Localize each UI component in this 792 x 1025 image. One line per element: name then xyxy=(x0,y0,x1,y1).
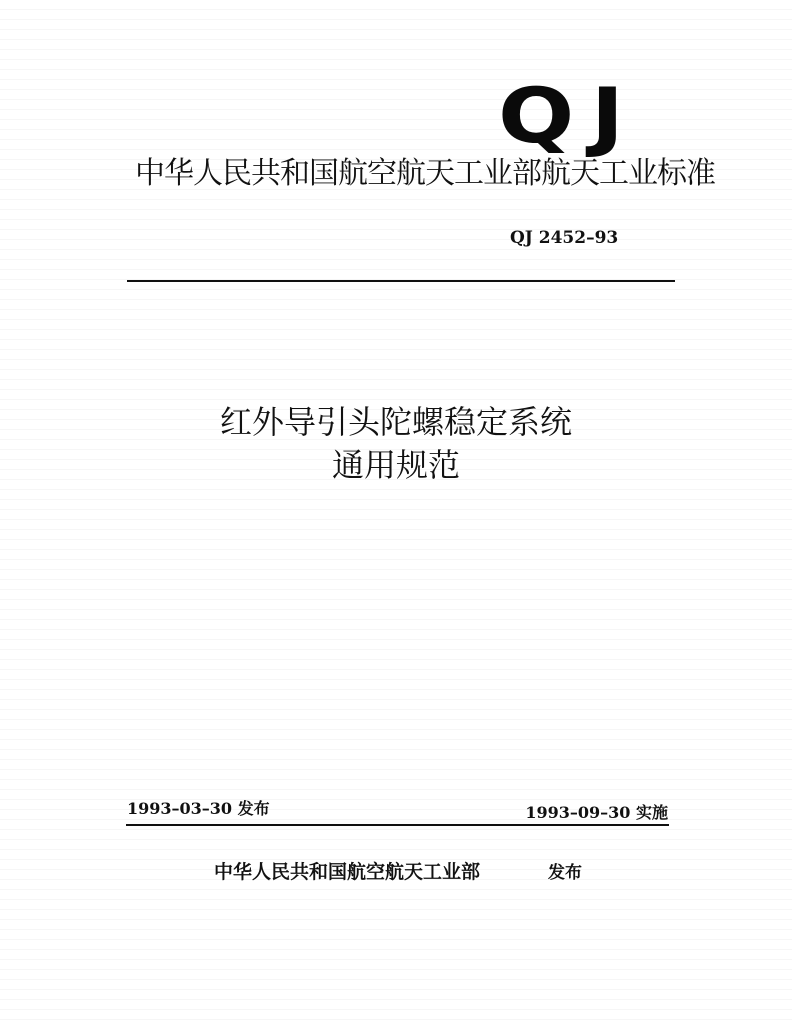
issuer-action: 发布 xyxy=(548,863,582,883)
document-title-line1: 红外导引头陀螺稳定系统 xyxy=(219,403,572,441)
implement-date: 1993–09–30 实施 xyxy=(525,803,668,822)
issuer-name: 中华人民共和国航空航天工业部 xyxy=(214,861,481,883)
top-divider xyxy=(127,280,675,282)
bottom-divider xyxy=(126,824,669,826)
qj-logo: QJ xyxy=(498,71,641,160)
standard-title: 中华人民共和国航空航天工业部航天工业标准 xyxy=(135,156,715,191)
publish-date: 1993–03–30 发布 xyxy=(127,799,270,818)
document-title-line2: 通用规范 xyxy=(331,446,460,484)
standard-code: QJ 2452–93 xyxy=(510,228,619,248)
